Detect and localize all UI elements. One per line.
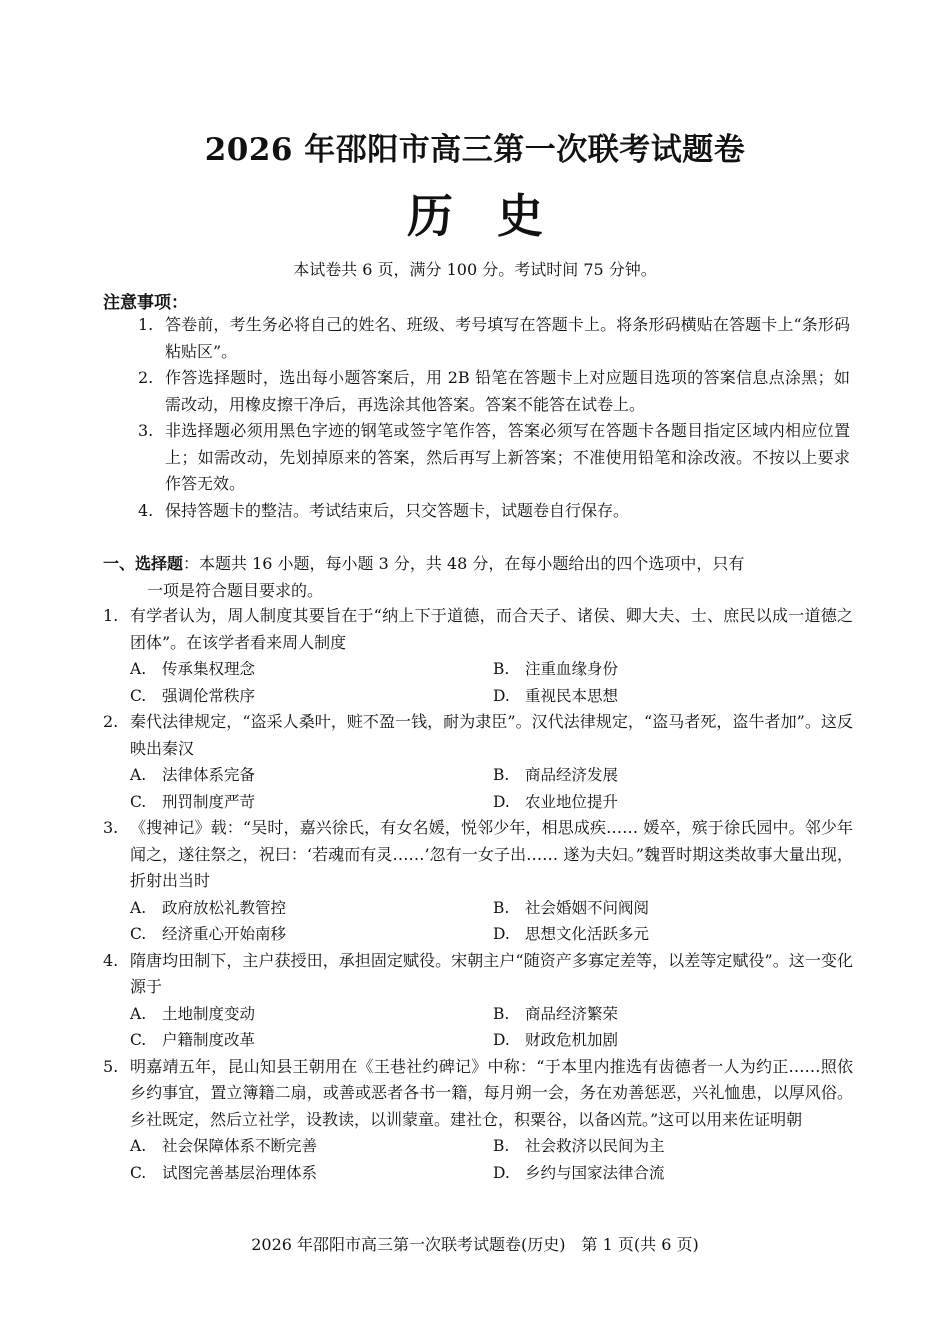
question-text: 有学者认为，周人制度其要旨在于“纳上下于道德，而合天子、诸侯、卿大夫、士、庶民以成一道德之团体”。在该学者看来周人制度 xyxy=(130,606,853,652)
option-b xyxy=(493,1133,853,1160)
option-letter: A. xyxy=(130,660,147,678)
option-text: 社会婚姻不问阀阅 xyxy=(525,898,650,917)
option-letter: D. xyxy=(493,1163,510,1182)
notice-item xyxy=(138,365,850,418)
option-a xyxy=(130,1001,493,1028)
option-d xyxy=(493,683,853,710)
notice-number: 1. xyxy=(138,315,154,334)
option-b xyxy=(493,1001,853,1028)
option-letter: D. xyxy=(493,686,510,705)
option-d xyxy=(493,1160,853,1187)
subject-char-2: 史 xyxy=(497,189,543,243)
option-letter: B. xyxy=(493,660,510,678)
option-text: 试图完善基层治理体系 xyxy=(162,1163,318,1182)
option-c xyxy=(130,1027,493,1054)
notice-text: 保持答题卡的整洁。考试结束后，只交答题卡，试题卷自行保存。 xyxy=(165,500,630,520)
notice-list xyxy=(138,312,850,524)
question-list xyxy=(103,603,853,1186)
option-a xyxy=(130,656,493,683)
subject-title xyxy=(0,180,950,246)
question-1 xyxy=(103,603,853,709)
option-d xyxy=(493,1027,853,1054)
option-letter: D. xyxy=(493,1031,510,1049)
option-list xyxy=(103,1001,853,1054)
question-4 xyxy=(103,948,853,1054)
section-text-line2: 一项是符合题目要求的。 xyxy=(147,581,324,600)
notice-item xyxy=(138,498,850,525)
question-2 xyxy=(103,709,853,815)
notice-text: 非选择题必须用黑色字迹的钢笔或签字笔作答，答案必须写在答题卡各题目指定区域内相应位置上；如需改动，先划掉原来的答案，然后再写上新答案；不准使用铅笔和涂改液。不按以上要求作答无效。 xyxy=(165,421,850,493)
question-text: 秦代法律规定，“盗采人桑叶，赃不盈一钱，耐为隶臣”。汉代法律规定，“盗马者死，盗牛者加”。这反映出秦汉 xyxy=(130,712,853,758)
notice-heading: 注意事项： xyxy=(103,293,188,313)
option-text: 刑罚制度严苛 xyxy=(162,792,256,811)
option-text: 财政危机加剧 xyxy=(525,1031,619,1049)
question-stem xyxy=(103,709,853,762)
question-3 xyxy=(103,815,853,948)
option-c xyxy=(130,1160,493,1187)
option-a xyxy=(130,1133,493,1160)
option-text: 土地制度变动 xyxy=(162,1004,256,1023)
subject-char-1: 历 xyxy=(407,189,453,243)
option-text: 社会救济以民间为主 xyxy=(525,1137,665,1155)
option-letter: A. xyxy=(130,898,147,917)
question-number: 3. xyxy=(103,818,119,837)
option-text: 强调伦常秩序 xyxy=(162,686,256,705)
notice-item xyxy=(138,312,850,365)
option-list xyxy=(103,1133,853,1186)
option-text: 经济重心开始南移 xyxy=(162,925,287,943)
option-c xyxy=(130,789,493,816)
option-letter: B. xyxy=(493,766,510,784)
option-letter: C. xyxy=(130,792,147,811)
option-letter: C. xyxy=(130,1031,147,1049)
exam-info: 本试卷共 6 页，满分 100 分。考试时间 75 分钟。 xyxy=(293,260,657,279)
exam-title: 2026 年邵阳市高三第一次联考试题卷 xyxy=(204,132,746,168)
option-text: 乡约与国家法律合流 xyxy=(525,1163,665,1182)
option-text: 思想文化活跃多元 xyxy=(525,925,650,943)
question-stem xyxy=(103,815,853,895)
page-footer: 2026 年邵阳市高三第一次联考试题卷(历史) 第 1 页(共 6 页) xyxy=(251,1235,699,1254)
option-text: 传承集权理念 xyxy=(162,660,256,678)
option-d xyxy=(493,921,853,948)
section-heading xyxy=(103,550,853,604)
option-c xyxy=(130,683,493,710)
option-text: 社会保障体系不断完善 xyxy=(162,1137,318,1155)
option-letter: C. xyxy=(130,1163,147,1182)
option-letter: D. xyxy=(493,792,510,811)
option-list xyxy=(103,656,853,709)
option-text: 商品经济繁荣 xyxy=(525,1004,619,1023)
option-b xyxy=(493,895,853,922)
section-text-line1: ：本题共 16 小题，每小题 3 分，共 48 分，在每小题给出的四个选项中，只有 xyxy=(183,554,745,573)
question-stem xyxy=(103,1054,853,1134)
notice-number: 4. xyxy=(138,500,154,520)
option-letter: B. xyxy=(493,898,510,917)
option-a xyxy=(130,762,493,789)
option-letter: A. xyxy=(130,1137,147,1155)
option-text: 农业地位提升 xyxy=(525,792,619,811)
question-text: 明嘉靖五年，昆山知县王朝用在《王巷社约碑记》中称：“于本里内推选有齿德者一人为约正……照依乡约事宜，置立簿籍二扇，或善或恶者各书一籍，每月朔一会，务在劝善惩恶，兴礼恤患，以厚风俗。乡社既定，然后立社学，设教读，以训蒙童。建社仓，积粟谷，以备凶荒。”这可以用来佐证明朝 xyxy=(130,1056,853,1129)
section-lead: 一、选择题 xyxy=(103,554,184,573)
option-a xyxy=(130,895,493,922)
option-letter: C. xyxy=(130,925,147,943)
question-text: 隋唐均田制下，主户获授田，承担固定赋役。宋朝主户“随资产多寡定差等，以差等定赋役”。这一变化源于 xyxy=(130,950,853,996)
notice-number: 3. xyxy=(138,421,154,440)
option-list xyxy=(103,895,853,948)
question-number: 2. xyxy=(103,712,119,731)
question-stem xyxy=(103,603,853,656)
question-stem xyxy=(103,948,853,1001)
question-number: 5. xyxy=(103,1056,119,1076)
notice-text: 作答选择题时，选出每小题答案后，用 2B 铅笔在答题卡上对应题目选项的答案信息点涂黑；如需改动，用橡皮擦干净后，再选涂其他答案。答案不能答在试卷上。 xyxy=(165,368,850,414)
question-text: 《搜神记》载：“吴时，嘉兴徐氏，有女名媛，悦邻少年，相思成疾…… 媛卒，殡于徐氏园中。邻少年闻之，遂往祭之，祝曰：‘若魂而有灵……’忽有一女子出…… 遂为夫妇。”魏晋时期这类故事大量出现，折射出当时 xyxy=(130,818,853,890)
notice-number: 2. xyxy=(138,368,154,387)
option-letter: C. xyxy=(130,686,147,705)
option-text: 户籍制度改革 xyxy=(162,1031,256,1049)
option-text: 商品经济发展 xyxy=(525,766,619,784)
option-letter: B. xyxy=(493,1137,510,1155)
question-number: 4. xyxy=(103,950,119,970)
option-text: 法律体系完备 xyxy=(162,766,256,784)
option-text: 重视民本思想 xyxy=(525,686,619,705)
option-text: 政府放松礼教管控 xyxy=(162,898,287,917)
option-c xyxy=(130,921,493,948)
option-text: 注重血缘身份 xyxy=(525,660,619,678)
option-b xyxy=(493,762,853,789)
option-letter: A. xyxy=(130,766,147,784)
option-letter: A. xyxy=(130,1004,147,1023)
option-letter: B. xyxy=(493,1004,510,1023)
option-b xyxy=(493,656,853,683)
option-list xyxy=(103,762,853,815)
notice-text: 答卷前，考生务必将自己的姓名、班级、考号填写在答题卡上。将条形码横贴在答题卡上“条形码粘贴区”。 xyxy=(165,315,850,361)
notice-item xyxy=(138,418,850,498)
question-number: 1. xyxy=(103,606,119,625)
question-5 xyxy=(103,1054,853,1187)
option-d xyxy=(493,789,853,816)
option-letter: D. xyxy=(493,925,510,943)
